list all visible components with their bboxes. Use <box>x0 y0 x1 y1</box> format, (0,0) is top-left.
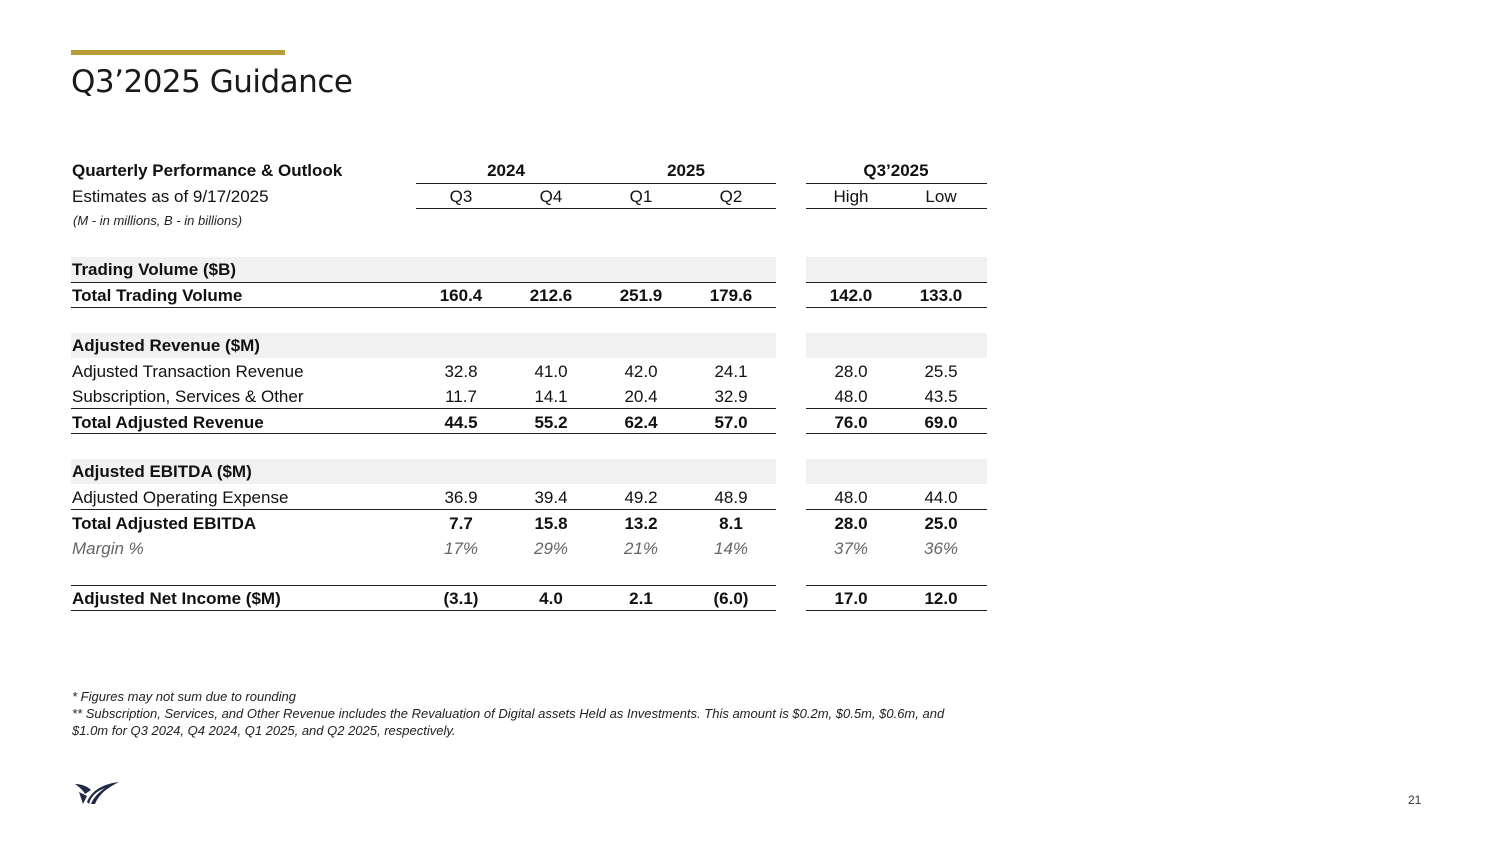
row-label: Subscription, Services & Other <box>72 387 304 406</box>
cell-value: 32.9 <box>714 387 748 406</box>
col-header-low: Low <box>925 187 957 206</box>
cell-value: 39.4 <box>534 488 568 507</box>
table-row-total-trading <box>71 283 987 308</box>
row-rule <box>71 307 776 308</box>
cell-value: 28.0 <box>834 362 868 381</box>
row-label: Total Adjusted EBITDA <box>72 514 257 533</box>
cell-value: 41.0 <box>534 362 568 381</box>
page-number: 21 <box>1408 793 1422 807</box>
cell-value: 133.0 <box>919 286 963 305</box>
table-header-years <box>71 158 987 183</box>
cell-value: 160.4 <box>439 286 483 305</box>
cell-value: 2.1 <box>629 589 653 608</box>
col-header-q4-2024: Q4 <box>539 187 563 206</box>
company-logo-icon <box>73 780 121 808</box>
cell-value: 11.7 <box>445 387 477 406</box>
section-shade <box>806 459 987 484</box>
table-row-subscription-revenue <box>71 384 987 409</box>
cell-value: 15.8 <box>534 514 568 533</box>
year-2025-header: 2025 <box>667 161 705 180</box>
section-label: Trading Volume ($B) <box>72 260 237 279</box>
cell-value: 13.2 <box>624 514 658 533</box>
cell-value: 76.0 <box>834 413 868 432</box>
quarter-rule-history <box>416 208 776 209</box>
section-header-revenue <box>71 333 987 358</box>
row-rule <box>806 610 987 611</box>
cell-value: 212.6 <box>529 286 573 305</box>
row-label: Adjusted Net Income ($M) <box>72 589 281 608</box>
row-rule <box>806 509 987 510</box>
footnote-rounding: * Figures may not sum due to rounding <box>72 689 297 704</box>
cell-value: 62.4 <box>624 413 658 432</box>
table-row-margin <box>71 536 987 561</box>
cell-value: 42.0 <box>624 362 658 381</box>
quarter-rule-guidance <box>806 208 987 209</box>
row-label: Total Adjusted Revenue <box>72 413 264 432</box>
page-title: Q3’2025 Guidance <box>71 64 353 100</box>
year-2024-header: 2024 <box>487 161 525 180</box>
cell-value: 17% <box>443 539 479 558</box>
section-shade <box>806 257 987 282</box>
cell-value: 48.0 <box>834 488 868 507</box>
row-label: Margin % <box>72 539 144 558</box>
row-label: Adjusted Transaction Revenue <box>72 362 304 381</box>
col-header-high: High <box>833 187 869 206</box>
row-rule <box>806 433 987 434</box>
guidance-header: Q3’2025 <box>863 161 929 180</box>
footnote-subscription: ** Subscription, Services, and Other Revenue includes the Revaluation of Digital assets Held as Investments. This amount is $0.2m, $0.5m, $0.6m, and $1.0m for Q3 2024, Q4 2024, Q1 2025, and Q2 2025, respectively. <box>72 706 945 738</box>
row-label: Total Trading Volume <box>72 286 243 305</box>
cell-value: 37% <box>833 539 869 558</box>
cell-value: 25.0 <box>924 514 958 533</box>
cell-value: 55.2 <box>534 413 568 432</box>
cell-value: 43.5 <box>924 387 958 406</box>
col-header-q3-2024: Q3 <box>449 187 473 206</box>
cell-value: 28.0 <box>834 514 868 533</box>
section-header-ebitda <box>71 459 987 484</box>
units-note: (M - in millions, B - in billions) <box>73 213 243 228</box>
cell-value: 14% <box>713 539 749 558</box>
cell-value: 29% <box>533 539 569 558</box>
estimates-date: Estimates as of 9/17/2025 <box>72 187 269 206</box>
section-label: Adjusted EBITDA ($M) <box>72 462 252 481</box>
cell-value: 7.7 <box>449 514 473 533</box>
cell-value: 12.0 <box>924 589 958 608</box>
row-rule <box>806 408 987 409</box>
row-label: Adjusted Operating Expense <box>72 488 289 507</box>
cell-value: 20.4 <box>624 387 658 406</box>
row-rule <box>71 408 776 409</box>
cell-value: 69.0 <box>924 413 958 432</box>
table-header-quarters <box>71 184 987 209</box>
cell-value: 32.8 <box>444 362 478 381</box>
cell-value: (3.1) <box>443 589 479 608</box>
cell-value: (6.0) <box>713 589 749 608</box>
cell-value: 49.2 <box>624 488 658 507</box>
cell-value: 251.9 <box>619 286 663 305</box>
row-rule <box>806 307 987 308</box>
col-header-q1-2025: Q1 <box>629 187 653 206</box>
cell-value: 36% <box>923 539 959 558</box>
title-accent-bar <box>71 50 285 55</box>
table-row-total-ebitda <box>71 511 987 536</box>
section-label: Adjusted Revenue ($M) <box>72 336 260 355</box>
table-row-operating-expense <box>71 485 987 510</box>
section-shade <box>806 333 987 358</box>
section-header-trading <box>71 257 987 282</box>
cell-value: 179.6 <box>709 286 753 305</box>
table-title: Quarterly Performance & Outlook <box>72 161 343 180</box>
row-rule <box>71 610 776 611</box>
cell-value: 17.0 <box>834 589 868 608</box>
cell-value: 14.1 <box>534 387 568 406</box>
cell-value: 48.0 <box>834 387 868 406</box>
row-rule <box>71 433 776 434</box>
cell-value: 142.0 <box>829 286 873 305</box>
cell-value: 44.5 <box>444 413 478 432</box>
footnotes <box>72 688 972 739</box>
cell-value: 48.9 <box>714 488 748 507</box>
cell-value: 44.0 <box>924 488 958 507</box>
cell-value: 8.1 <box>719 514 743 533</box>
cell-value: 24.1 <box>714 362 748 381</box>
cell-value: 36.9 <box>444 488 478 507</box>
table-row-net-income <box>71 586 987 611</box>
cell-value: 4.0 <box>539 589 563 608</box>
table-row-total-revenue <box>71 410 987 435</box>
col-header-q2-2025: Q2 <box>719 187 743 206</box>
cell-value: 25.5 <box>924 362 958 381</box>
cell-value: 21% <box>623 539 659 558</box>
cell-value: 57.0 <box>714 413 748 432</box>
table-row-transaction-revenue <box>71 359 987 384</box>
row-rule <box>71 509 776 510</box>
